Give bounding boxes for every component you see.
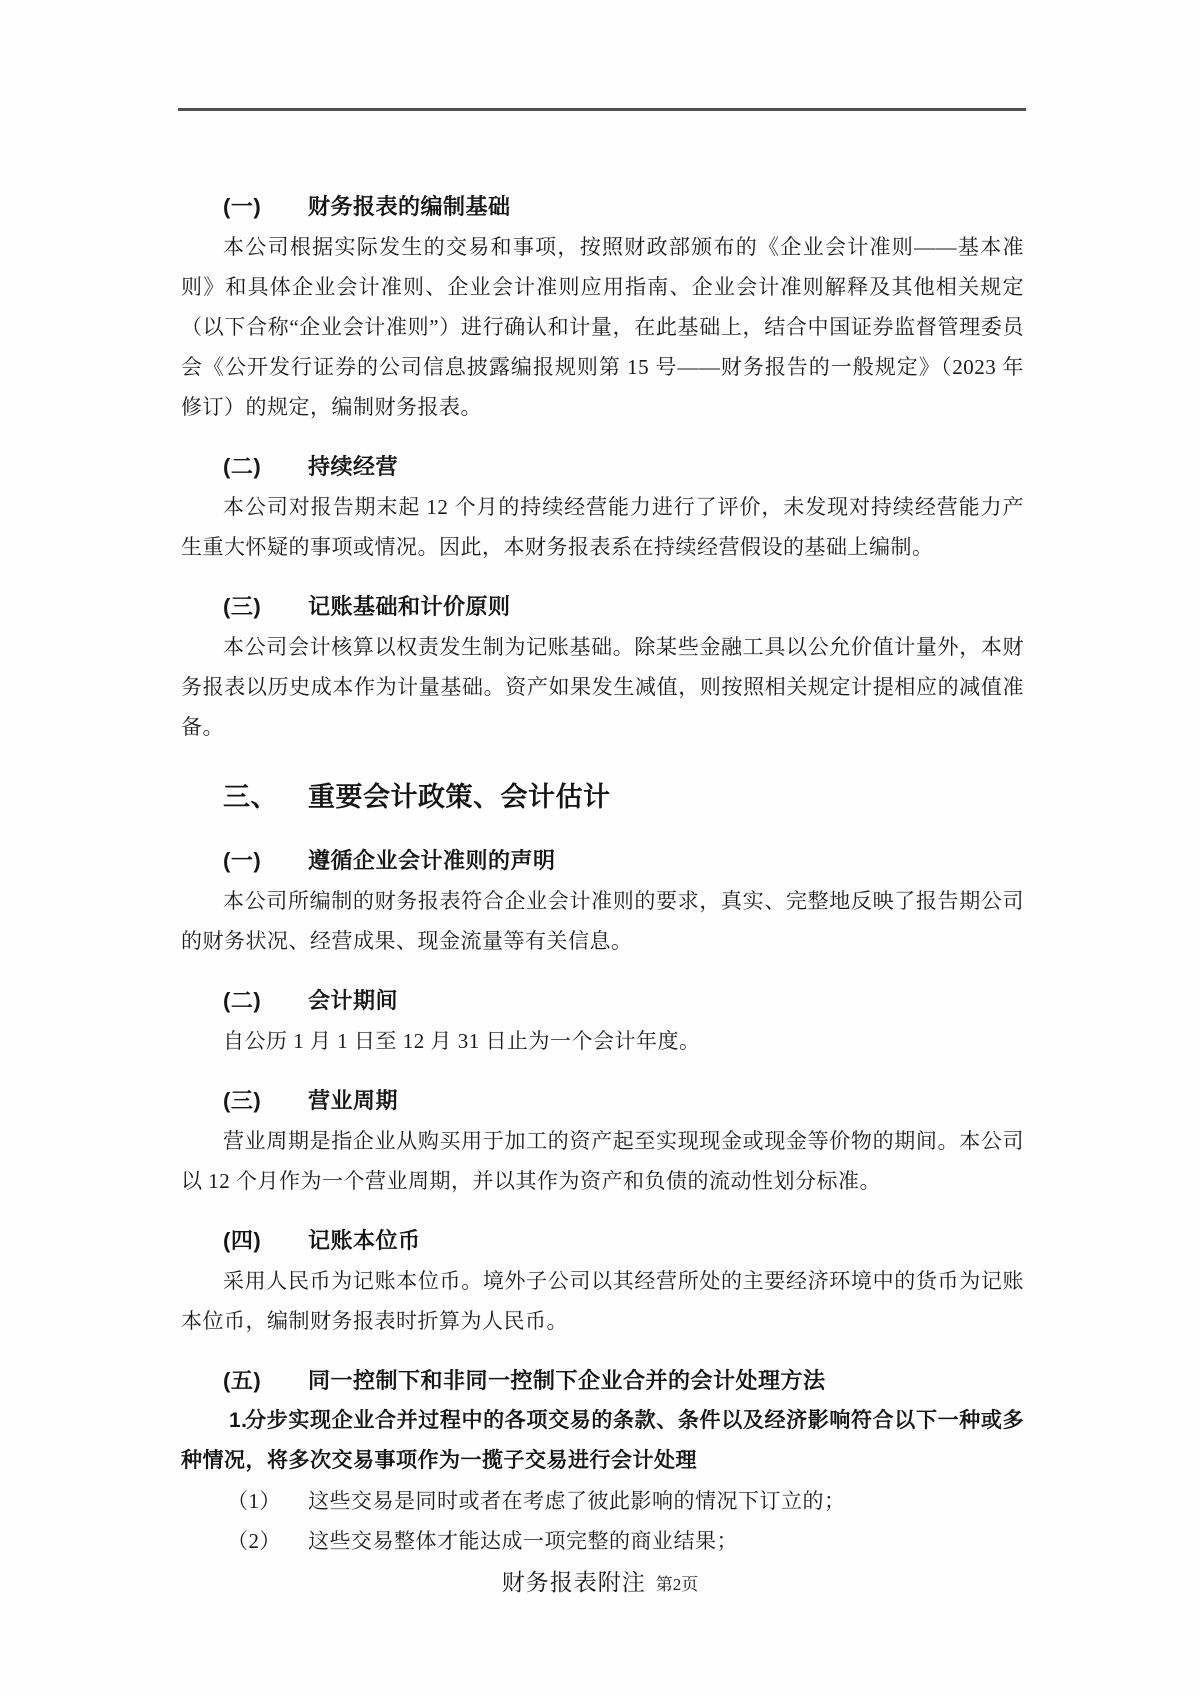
chapter-title: 重要会计政策、会计估计	[308, 782, 611, 812]
section-heading-operating-cycle	[181, 1081, 1024, 1121]
section-number: (一)	[223, 848, 262, 873]
list-item-2	[181, 1521, 1024, 1561]
section-title: 持续经营	[308, 454, 399, 479]
list-item-1	[181, 1481, 1024, 1521]
section-number: (一)	[223, 194, 262, 219]
paragraph-going-concern: 本公司对报告期末起 12 个月的持续经营能力进行了评价，未发现对持续经营能力产生重大怀疑的事项或情况。因此，本财务报表系在持续经营假设的基础上编制。	[181, 495, 1024, 559]
list-item-text: 这些交易是同时或者在考虑了彼此影响的情况下订立的；	[308, 1489, 846, 1513]
document-content	[181, 0, 1024, 1561]
section-title: 遵循企业会计准则的声明	[308, 848, 556, 873]
chapter-number: 三、	[223, 782, 278, 812]
section-heading-business-combinations	[181, 1361, 1024, 1401]
section-heading-basis-of-preparation	[181, 187, 1024, 227]
section-number: (四)	[223, 1228, 262, 1253]
section-number: (三)	[223, 594, 262, 619]
list-item-number: （2）	[227, 1529, 281, 1553]
paragraph-accounting-period: 自公历 1 月 1 日至 12 月 31 日止为一个会计年度。	[223, 1029, 701, 1053]
section-title: 营业周期	[308, 1088, 399, 1113]
numbered-point-number: 1.	[229, 1409, 248, 1432]
section-heading-functional-currency	[181, 1221, 1024, 1261]
section-title: 同一控制下和非同一控制下企业合并的会计处理方法	[308, 1368, 826, 1393]
section-number: (三)	[223, 1088, 262, 1113]
footer-page-number: 第2页	[655, 1575, 699, 1594]
section-number: (五)	[223, 1368, 262, 1393]
section-heading-accounting-basis	[181, 587, 1024, 627]
section-title: 财务报表的编制基础	[308, 194, 511, 219]
section-number: (二)	[223, 454, 262, 479]
numbered-point-text: 分步实现企业合并过程中的各项交易的条款、条件以及经济影响符合以下一种或多种情况，将多次交易事项作为一揽子交易进行会计处理	[181, 1409, 1024, 1472]
list-item-number: （1）	[227, 1489, 281, 1513]
section-heading-compliance-statement	[181, 841, 1024, 881]
paragraph-compliance-statement: 本公司所编制的财务报表符合企业会计准则的要求，真实、完整地反映了报告期公司的财务状况、经营成果、现金流量等有关信息。	[181, 889, 1024, 953]
section-title: 记账本位币	[308, 1228, 421, 1253]
footer-title: 财务报表附注	[501, 1570, 646, 1595]
chapter-heading-significant-policies	[181, 773, 1024, 821]
section-heading-going-concern	[181, 447, 1024, 487]
section-title: 记账基础和计价原则	[308, 594, 511, 619]
section-heading-accounting-period	[181, 981, 1024, 1021]
page-footer	[0, 1563, 1200, 1606]
paragraph-accounting-basis: 本公司会计核算以权责发生制为记账基础。除某些金融工具以公允价值计量外，本财务报表以历史成本作为计量基础。资产如果发生减值，则按照相关规定计提相应的减值准备。	[181, 635, 1024, 739]
section-title: 会计期间	[308, 988, 399, 1013]
paragraph-operating-cycle: 营业周期是指企业从购买用于加工的资产起至实现现金或现金等价物的期间。本公司以 12 个月作为一个营业周期，并以其作为资产和负债的流动性划分标准。	[181, 1129, 1024, 1193]
paragraph-functional-currency: 采用人民币为记账本位币。境外子公司以其经营所处的主要经济环境中的货币为记账本位币，编制财务报表时折算为人民币。	[181, 1269, 1024, 1333]
numbered-point	[181, 1401, 1024, 1481]
list-item-text: 这些交易整体才能达成一项完整的商业结果；	[308, 1529, 738, 1553]
paragraph-basis-of-preparation: 本公司根据实际发生的交易和事项，按照财政部颁布的《企业会计准则——基本准则》和具体企业会计准则、企业会计准则应用指南、企业会计准则解释及其他相关规定（以下合称“企业会计准则”）进行确认和计量，在此基础上，结合中国证券监督管理委员会《公开发行证券的公司信息披露编报规则第 15 号——财务报告的一般规定》（2023 年修订）的规定，编制财务报表。	[181, 235, 1024, 419]
section-number: (二)	[223, 988, 262, 1013]
